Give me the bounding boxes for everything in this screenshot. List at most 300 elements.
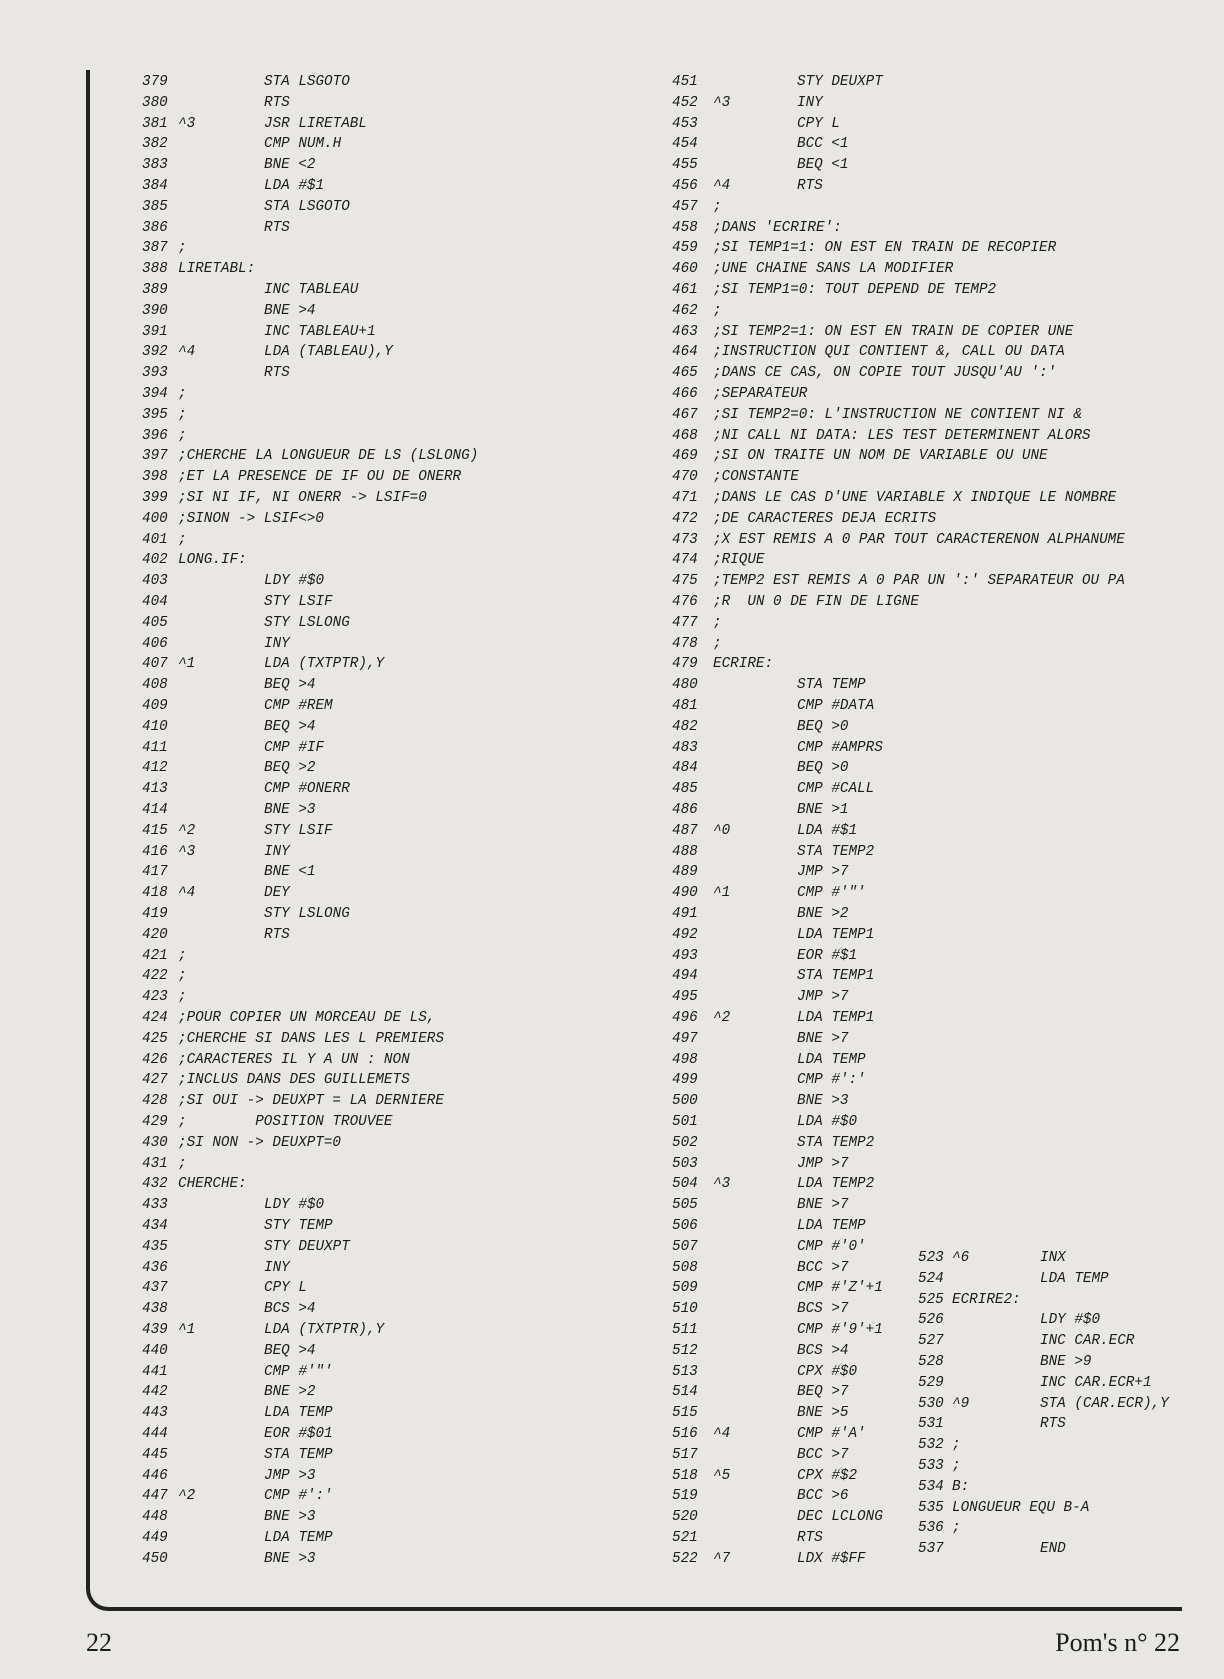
line-label: CHERCHE: bbox=[178, 1176, 247, 1193]
line-instruction: LDA #$0 bbox=[797, 1114, 858, 1130]
page-number: 22 bbox=[86, 1628, 112, 1657]
line-instruction: BEQ >4 bbox=[264, 677, 316, 694]
line-number: 391 bbox=[142, 323, 168, 340]
line-number: 532 bbox=[918, 1437, 944, 1454]
line-number: 485 bbox=[672, 781, 698, 798]
line-instruction: LDA TEMP2 bbox=[797, 1176, 875, 1193]
line-number: 399 bbox=[142, 490, 168, 506]
line-label: ^1 bbox=[178, 1322, 196, 1338]
line-number: 400 bbox=[142, 510, 168, 527]
line-number: 503 bbox=[672, 1155, 698, 1172]
line-number: 523 bbox=[918, 1250, 944, 1266]
line-number: 507 bbox=[672, 1238, 698, 1255]
line-number: 482 bbox=[672, 718, 698, 735]
line-number: 481 bbox=[672, 698, 698, 714]
line-number: 405 bbox=[142, 614, 168, 631]
line-label: ; bbox=[178, 1155, 187, 1172]
line-number: 412 bbox=[142, 760, 168, 777]
line-number: 413 bbox=[142, 781, 168, 798]
line-instruction: CMP #REM bbox=[264, 698, 333, 714]
line-instruction: CMP #'A' bbox=[797, 1426, 866, 1442]
line-number: 488 bbox=[672, 843, 698, 860]
line-number: 502 bbox=[672, 1134, 698, 1151]
line-number: 526 bbox=[918, 1312, 944, 1329]
line-instruction: CMP #'0' bbox=[797, 1238, 866, 1255]
line-number: 484 bbox=[672, 760, 698, 777]
line-instruction: STY LSLONG bbox=[264, 614, 350, 631]
line-instruction: LDA TEMP bbox=[1040, 1270, 1109, 1287]
line-label: ; bbox=[952, 1437, 961, 1454]
line-number: 418 bbox=[142, 885, 168, 902]
line-instruction: CPY L bbox=[797, 115, 840, 132]
line-number: 467 bbox=[672, 406, 698, 423]
line-number: 439 bbox=[142, 1322, 168, 1338]
line-label: ^3 bbox=[713, 94, 731, 111]
line-number: 408 bbox=[142, 677, 168, 694]
line-number: 436 bbox=[142, 1259, 168, 1276]
line-number: 522 bbox=[672, 1550, 698, 1567]
line-label: ^9 bbox=[952, 1395, 970, 1412]
line-instruction: LDA TEMP bbox=[797, 1218, 866, 1234]
line-instruction: INX bbox=[1040, 1250, 1066, 1266]
line-number: 394 bbox=[142, 386, 168, 402]
line-number: 468 bbox=[672, 427, 698, 444]
line-instruction: LDX #$FF bbox=[797, 1550, 866, 1567]
line-label: ;X EST REMIS A 0 PAR TOUT CARACTERENON ALPHANUME bbox=[713, 531, 1125, 548]
line-number: 496 bbox=[672, 1010, 698, 1026]
line-instruction: LDY #$0 bbox=[1040, 1312, 1101, 1329]
line-instruction: INY bbox=[264, 1259, 290, 1276]
line-label: ; bbox=[178, 947, 187, 964]
line-number: 415 bbox=[142, 822, 168, 839]
line-label: ^2 bbox=[178, 822, 196, 839]
line-number: 389 bbox=[142, 282, 168, 298]
line-number: 462 bbox=[672, 302, 698, 319]
line-instruction: JMP >7 bbox=[797, 864, 849, 881]
line-instruction: RTS bbox=[264, 94, 290, 111]
line-number: 531 bbox=[918, 1416, 944, 1433]
line-instruction: BNE >2 bbox=[264, 1384, 316, 1401]
line-instruction: CMP #AMPRS bbox=[797, 739, 883, 756]
line-number: 406 bbox=[142, 635, 168, 652]
line-label: ; bbox=[178, 968, 187, 985]
line-instruction: LDA #$1 bbox=[797, 822, 858, 839]
line-instruction: STA TEMP2 bbox=[797, 1134, 875, 1151]
line-instruction: DEY bbox=[264, 885, 290, 902]
line-label: ;CARACTERES IL Y A UN : NON bbox=[178, 1051, 410, 1068]
line-number: 434 bbox=[142, 1218, 168, 1234]
line-instruction: BNE >1 bbox=[797, 802, 849, 818]
line-instruction: BEQ <1 bbox=[797, 157, 849, 174]
line-number: 385 bbox=[142, 198, 168, 215]
line-number: 491 bbox=[672, 906, 698, 922]
line-number: 476 bbox=[672, 594, 698, 610]
line-label: ; bbox=[178, 427, 187, 444]
line-instruction: BCC <1 bbox=[797, 136, 849, 153]
line-instruction: BNE >5 bbox=[797, 1405, 849, 1422]
line-number: 515 bbox=[672, 1405, 698, 1422]
line-label: ;SI TEMP1=0: TOUT DEPEND DE TEMP2 bbox=[713, 282, 997, 298]
line-number: 379 bbox=[142, 74, 168, 90]
line-label: ^2 bbox=[178, 1488, 196, 1505]
line-instruction: BNE >3 bbox=[264, 1509, 316, 1526]
line-number: 422 bbox=[142, 968, 168, 985]
line-number: 489 bbox=[672, 864, 698, 881]
line-label: ;SINON -> LSIF<>0 bbox=[178, 510, 324, 527]
line-instruction: EOR #$01 bbox=[264, 1426, 333, 1442]
line-instruction: BCC >6 bbox=[797, 1488, 849, 1505]
line-instruction: JMP >7 bbox=[797, 1155, 849, 1172]
line-label: ; bbox=[713, 302, 722, 319]
line-label: ; bbox=[713, 614, 722, 631]
line-number: 384 bbox=[142, 178, 168, 194]
line-instruction: LDA (TABLEAU),Y bbox=[264, 344, 393, 361]
line-label: LONGUEUR EQU B-A bbox=[952, 1499, 1090, 1516]
line-number: 487 bbox=[672, 822, 698, 839]
line-label: ^4 bbox=[713, 178, 731, 194]
line-number: 464 bbox=[672, 344, 698, 361]
line-number: 497 bbox=[672, 1030, 698, 1047]
line-label: ;INCLUS DANS DES GUILLEMETS bbox=[178, 1072, 410, 1089]
line-instruction: CMP #CALL bbox=[797, 781, 875, 798]
line-number: 446 bbox=[142, 1467, 168, 1484]
line-number: 494 bbox=[672, 968, 698, 985]
line-number: 527 bbox=[918, 1333, 944, 1350]
line-label: LIRETABL: bbox=[178, 261, 256, 278]
line-number: 500 bbox=[672, 1093, 698, 1110]
line-instruction: EOR #$1 bbox=[797, 947, 858, 964]
line-number: 433 bbox=[142, 1197, 168, 1214]
line-number: 388 bbox=[142, 261, 168, 278]
line-label: ;SI NI IF, NI ONERR -> LSIF=0 bbox=[178, 490, 427, 506]
line-number: 392 bbox=[142, 344, 168, 361]
line-instruction: INC TABLEAU bbox=[264, 282, 359, 298]
line-number: 534 bbox=[918, 1478, 944, 1495]
line-number: 403 bbox=[142, 573, 168, 590]
line-number: 516 bbox=[672, 1426, 698, 1442]
line-instruction: BEQ >7 bbox=[797, 1384, 849, 1401]
line-instruction: STA TEMP bbox=[797, 677, 866, 694]
line-instruction: STY DEUXPT bbox=[797, 74, 883, 90]
line-label: ;CHERCHE LA LONGUEUR DE LS (LSLONG) bbox=[178, 448, 479, 465]
line-number: 398 bbox=[142, 469, 168, 486]
line-instruction: CMP NUM.H bbox=[264, 136, 342, 153]
line-label: ;INSTRUCTION QUI CONTIENT &, CALL OU DATA bbox=[713, 344, 1065, 361]
line-label: ECRIRE: bbox=[713, 656, 774, 673]
line-number: 533 bbox=[918, 1458, 944, 1474]
line-number: 428 bbox=[142, 1093, 168, 1110]
line-label: ^5 bbox=[713, 1467, 731, 1484]
line-label: ;RIQUE bbox=[713, 552, 765, 569]
line-instruction: INY bbox=[264, 635, 290, 652]
line-label: ;SI OUI -> DEUXPT = LA DERNIERE bbox=[178, 1093, 444, 1110]
line-number: 512 bbox=[672, 1342, 698, 1359]
line-number: 480 bbox=[672, 677, 698, 694]
line-number: 511 bbox=[672, 1322, 698, 1338]
line-instruction: INY bbox=[264, 843, 290, 860]
line-instruction: BNE <1 bbox=[264, 864, 316, 881]
line-label: ; bbox=[713, 198, 722, 215]
line-label: ^3 bbox=[178, 115, 196, 132]
line-number: 483 bbox=[672, 739, 698, 756]
line-number: 456 bbox=[672, 178, 698, 194]
line-number: 402 bbox=[142, 552, 168, 569]
line-instruction: JMP >3 bbox=[264, 1467, 316, 1484]
line-number: 424 bbox=[142, 1010, 168, 1026]
line-instruction: INC TABLEAU+1 bbox=[264, 323, 376, 340]
line-instruction: BCS >7 bbox=[797, 1301, 849, 1318]
line-instruction: CPX #$0 bbox=[797, 1363, 858, 1380]
line-instruction: INC CAR.ECR+1 bbox=[1040, 1374, 1152, 1391]
line-instruction: LDA (TXTPTR),Y bbox=[264, 656, 385, 673]
line-number: 416 bbox=[142, 843, 168, 860]
line-instruction: BEQ >2 bbox=[264, 760, 316, 777]
line-instruction: RTS bbox=[797, 1530, 823, 1546]
line-number: 395 bbox=[142, 406, 168, 423]
line-instruction: BEQ >4 bbox=[264, 718, 316, 735]
line-instruction: CMP #'"' bbox=[797, 885, 866, 902]
line-number: 495 bbox=[672, 989, 698, 1006]
line-number: 470 bbox=[672, 469, 698, 486]
line-instruction: BEQ >0 bbox=[797, 760, 849, 777]
line-label: ;R UN 0 DE FIN DE LIGNE bbox=[713, 594, 919, 610]
line-number: 386 bbox=[142, 219, 168, 236]
line-instruction: DEC LCLONG bbox=[797, 1509, 883, 1526]
line-number: 479 bbox=[672, 656, 698, 673]
line-number: 458 bbox=[672, 219, 698, 236]
line-instruction: CPY L bbox=[264, 1280, 307, 1297]
line-instruction: CMP #'Z'+1 bbox=[797, 1280, 883, 1297]
line-number: 513 bbox=[672, 1363, 698, 1380]
line-label: ;DE CARACTERES DEJA ECRITS bbox=[713, 510, 937, 527]
line-number: 431 bbox=[142, 1155, 168, 1172]
line-label: ;SI NON -> DEUXPT=0 bbox=[178, 1134, 342, 1151]
line-label: ;POUR COPIER UN MORCEAU DE LS, bbox=[178, 1010, 436, 1026]
line-label: ;TEMP2 EST REMIS A 0 PAR UN ':' SEPARATEUR OU PA bbox=[713, 573, 1125, 590]
line-number: 435 bbox=[142, 1238, 168, 1255]
line-label: ^4 bbox=[713, 1426, 731, 1442]
line-number: 498 bbox=[672, 1051, 698, 1068]
line-number: 528 bbox=[918, 1354, 944, 1370]
line-number: 524 bbox=[918, 1270, 944, 1287]
line-number: 425 bbox=[142, 1030, 168, 1047]
line-number: 380 bbox=[142, 94, 168, 111]
line-instruction: BEQ >4 bbox=[264, 1342, 316, 1359]
line-instruction: BCC >7 bbox=[797, 1259, 849, 1276]
line-number: 450 bbox=[142, 1550, 168, 1567]
line-instruction: BNE >7 bbox=[797, 1030, 849, 1047]
line-number: 537 bbox=[918, 1541, 944, 1558]
line-number: 452 bbox=[672, 94, 698, 111]
line-instruction: STA (CAR.ECR),Y bbox=[1040, 1395, 1169, 1412]
line-label: ^7 bbox=[713, 1550, 731, 1567]
line-number: 492 bbox=[672, 926, 698, 943]
line-label: ^4 bbox=[178, 344, 196, 361]
line-number: 510 bbox=[672, 1301, 698, 1318]
line-number: 443 bbox=[142, 1405, 168, 1422]
line-number: 501 bbox=[672, 1114, 698, 1130]
line-number: 423 bbox=[142, 989, 168, 1006]
magazine-issue: Pom's n° 22 bbox=[1055, 1628, 1180, 1657]
line-instruction: STA LSGOTO bbox=[264, 74, 350, 90]
line-number: 396 bbox=[142, 427, 168, 444]
line-instruction: STA LSGOTO bbox=[264, 198, 350, 215]
line-instruction: CMP #'9'+1 bbox=[797, 1322, 883, 1338]
line-instruction: BNE >4 bbox=[264, 302, 316, 319]
line-number: 493 bbox=[672, 947, 698, 964]
line-number: 490 bbox=[672, 885, 698, 902]
line-number: 536 bbox=[918, 1520, 944, 1537]
line-number: 390 bbox=[142, 302, 168, 319]
line-instruction: STA TEMP1 bbox=[797, 968, 875, 985]
line-number: 387 bbox=[142, 240, 168, 257]
line-instruction: BNE >3 bbox=[264, 1550, 316, 1567]
line-number: 430 bbox=[142, 1134, 168, 1151]
line-instruction: STA TEMP2 bbox=[797, 843, 875, 860]
line-label: ;CONSTANTE bbox=[713, 469, 799, 486]
line-instruction: CMP #ONERR bbox=[264, 781, 350, 798]
line-number: 442 bbox=[142, 1384, 168, 1401]
line-number: 419 bbox=[142, 906, 168, 922]
line-label: ; bbox=[952, 1458, 961, 1474]
line-instruction: LDA TEMP bbox=[264, 1530, 333, 1546]
line-instruction: CMP #DATA bbox=[797, 698, 875, 714]
line-number: 521 bbox=[672, 1530, 698, 1546]
line-number: 504 bbox=[672, 1176, 698, 1193]
line-instruction: CMP #':' bbox=[264, 1488, 333, 1505]
line-number: 486 bbox=[672, 802, 698, 818]
line-number: 426 bbox=[142, 1051, 168, 1068]
line-instruction: BNE <2 bbox=[264, 157, 316, 174]
line-instruction: BNE >3 bbox=[264, 802, 316, 818]
line-label: ;SEPARATEUR bbox=[713, 386, 808, 402]
line-number: 453 bbox=[672, 115, 698, 132]
line-number: 514 bbox=[672, 1384, 698, 1401]
line-instruction: BNE >3 bbox=[797, 1093, 849, 1110]
line-label: ^3 bbox=[713, 1176, 731, 1193]
line-instruction: CMP #':' bbox=[797, 1072, 866, 1089]
line-instruction: CMP #'"' bbox=[264, 1363, 333, 1380]
line-instruction: LDA TEMP1 bbox=[797, 926, 875, 943]
line-number: 471 bbox=[672, 490, 698, 506]
line-instruction: RTS bbox=[797, 178, 823, 194]
line-label: ^3 bbox=[178, 843, 196, 860]
line-number: 381 bbox=[142, 115, 168, 132]
line-number: 505 bbox=[672, 1197, 698, 1214]
line-number: 518 bbox=[672, 1467, 698, 1484]
line-number: 438 bbox=[142, 1301, 168, 1318]
line-number: 472 bbox=[672, 510, 698, 527]
line-label: ;DANS LE CAS D'UNE VARIABLE X INDIQUE LE NOMBRE bbox=[713, 490, 1117, 506]
line-label: LONG.IF: bbox=[178, 552, 247, 569]
line-instruction: LDY #$0 bbox=[264, 573, 325, 590]
line-instruction: STA TEMP bbox=[264, 1446, 333, 1463]
line-number: 409 bbox=[142, 698, 168, 714]
line-instruction: STY LSIF bbox=[264, 822, 333, 839]
line-number: 475 bbox=[672, 573, 698, 590]
line-instruction: CMP #IF bbox=[264, 739, 325, 756]
line-instruction: JSR LIRETABL bbox=[264, 115, 367, 132]
line-number: 478 bbox=[672, 635, 698, 652]
line-instruction: LDA TEMP1 bbox=[797, 1010, 875, 1026]
line-number: 444 bbox=[142, 1426, 168, 1442]
line-instruction: RTS bbox=[264, 365, 290, 382]
line-number: 440 bbox=[142, 1342, 168, 1359]
line-instruction: INY bbox=[797, 94, 823, 111]
line-label: ^0 bbox=[713, 822, 731, 839]
line-label: ;NI CALL NI DATA: LES TEST DETERMINENT ALORS bbox=[713, 427, 1091, 444]
line-number: 417 bbox=[142, 864, 168, 881]
line-number: 529 bbox=[918, 1374, 944, 1391]
line-number: 441 bbox=[142, 1363, 168, 1380]
line-number: 530 bbox=[918, 1395, 944, 1412]
line-number: 457 bbox=[672, 198, 698, 215]
line-label: ; bbox=[178, 406, 187, 423]
line-number: 508 bbox=[672, 1259, 698, 1276]
page-frame bbox=[86, 70, 1182, 1611]
line-number: 474 bbox=[672, 552, 698, 569]
line-number: 401 bbox=[142, 531, 168, 548]
line-number: 477 bbox=[672, 614, 698, 631]
line-number: 421 bbox=[142, 947, 168, 964]
line-number: 448 bbox=[142, 1509, 168, 1526]
line-label: ; POSITION TROUVEE bbox=[178, 1114, 393, 1130]
line-instruction: END bbox=[1040, 1541, 1066, 1558]
line-number: 404 bbox=[142, 594, 168, 610]
line-instruction: BNE >2 bbox=[797, 906, 849, 922]
line-instruction: STY TEMP bbox=[264, 1218, 333, 1234]
line-number: 382 bbox=[142, 136, 168, 153]
line-label: ; bbox=[178, 531, 187, 548]
line-label: ; bbox=[713, 635, 722, 652]
line-label: ;ET LA PRESENCE DE IF OU DE ONERR bbox=[178, 469, 462, 486]
line-instruction: STY LSLONG bbox=[264, 906, 350, 922]
line-number: 473 bbox=[672, 531, 698, 548]
line-number: 411 bbox=[142, 739, 168, 756]
line-number: 383 bbox=[142, 157, 168, 174]
line-number: 397 bbox=[142, 448, 168, 465]
line-number: 506 bbox=[672, 1218, 698, 1234]
line-label: ; bbox=[952, 1520, 961, 1537]
line-number: 465 bbox=[672, 365, 698, 382]
line-instruction: RTS bbox=[264, 219, 290, 236]
line-instruction: LDA (TXTPTR),Y bbox=[264, 1322, 385, 1338]
line-number: 427 bbox=[142, 1072, 168, 1089]
line-number: 460 bbox=[672, 261, 698, 278]
line-number: 407 bbox=[142, 656, 168, 673]
line-label: ; bbox=[178, 386, 187, 402]
line-number: 466 bbox=[672, 386, 698, 402]
line-instruction: LDY #$0 bbox=[264, 1197, 325, 1214]
line-number: 525 bbox=[918, 1291, 944, 1308]
line-instruction: LDA TEMP bbox=[264, 1405, 333, 1422]
line-number: 451 bbox=[672, 74, 698, 90]
line-number: 420 bbox=[142, 926, 168, 943]
line-instruction: LDA TEMP bbox=[797, 1051, 866, 1068]
line-instruction: BNE >7 bbox=[797, 1197, 849, 1214]
line-label: ;SI ON TRAITE UN NOM DE VARIABLE OU UNE bbox=[713, 448, 1048, 465]
line-instruction: BNE >9 bbox=[1040, 1354, 1092, 1370]
line-label: ;SI TEMP2=1: ON EST EN TRAIN DE COPIER UNE bbox=[713, 323, 1074, 340]
line-label: ;SI TEMP2=0: L'INSTRUCTION NE CONTIENT NI & bbox=[713, 406, 1082, 423]
line-number: 499 bbox=[672, 1072, 698, 1089]
line-number: 459 bbox=[672, 240, 698, 257]
line-label: ;DANS CE CAS, ON COPIE TOUT JUSQU'AU ':' bbox=[713, 365, 1057, 382]
line-number: 454 bbox=[672, 136, 698, 153]
line-instruction: CPX #$2 bbox=[797, 1467, 858, 1484]
line-number: 517 bbox=[672, 1446, 698, 1463]
line-number: 509 bbox=[672, 1280, 698, 1297]
